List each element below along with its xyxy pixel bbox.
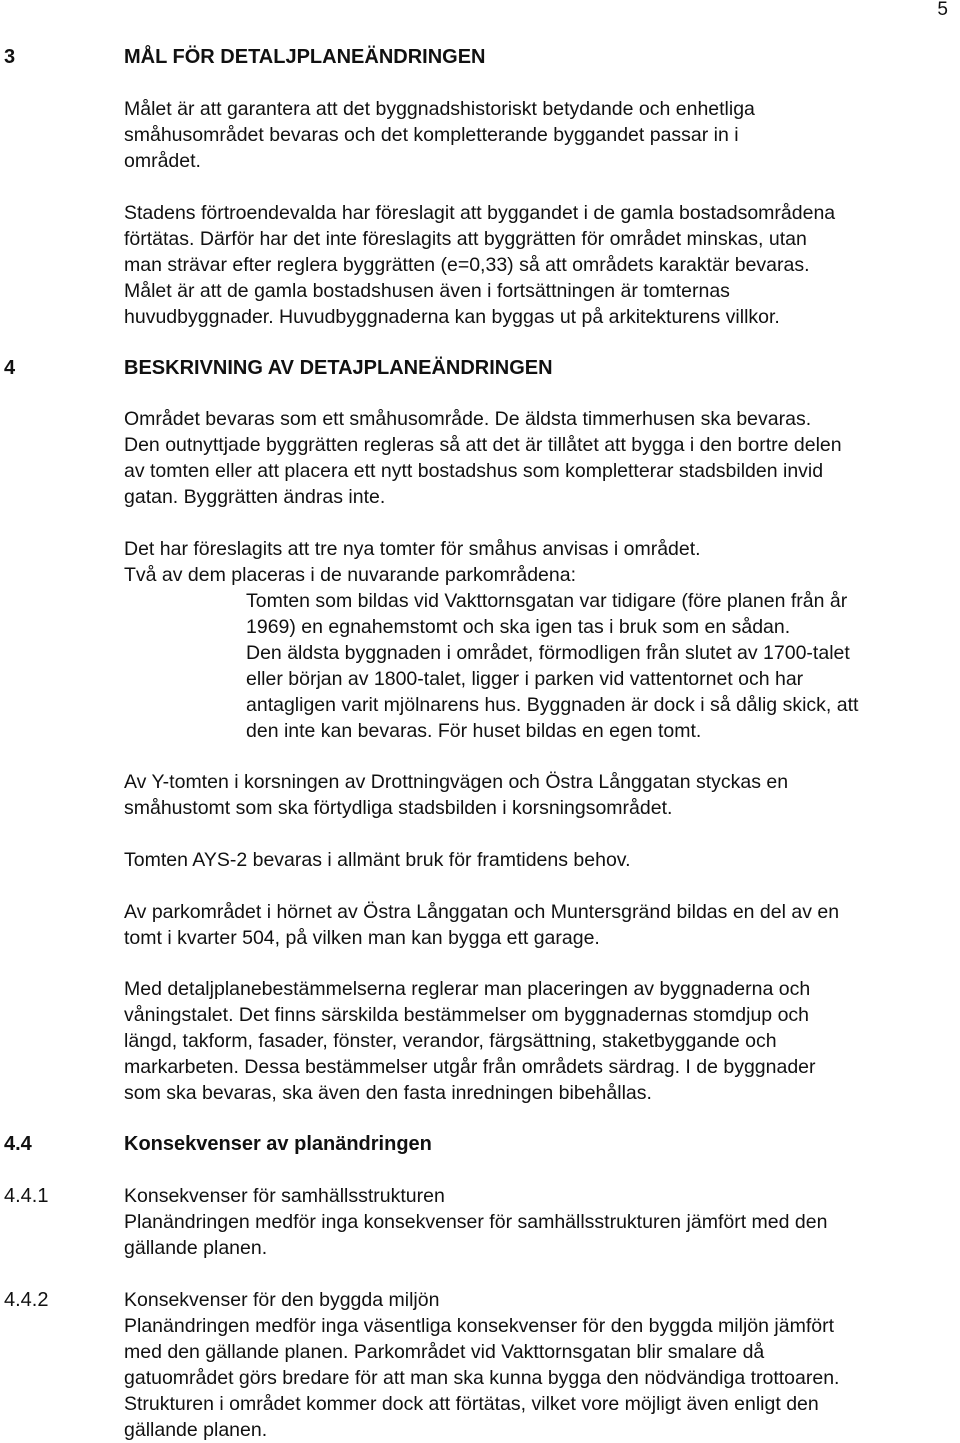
page-number: 5 (937, 0, 948, 20)
section-4-4-1-text: Konsekvenser för samhällsstrukturen Planändringen medför inga konsekvenser för samhällsstrukturen jämfört med den gällande planen. (124, 1185, 828, 1259)
section-4-paragraph-3: Av Y-tomten i korsningen av Drottningvägen och Östra Långgatan styckas en småhustomt som ska förtydliga stadsbilden i korsningsområdet. (124, 771, 789, 819)
section-4-4-1-number: 4.4.1 (4, 1185, 49, 1207)
section-4-paragraph-2: Det har föreslagits att tre nya tomter för småhus anvisas i området. Två av dem placeras i de nuvarande parkområdena: (124, 538, 701, 586)
section-4-number: 4 (4, 357, 16, 379)
section-4-paragraph-5: Av parkområdet i hörnet av Östra Långgatan och Muntersgränd bildas en del av en tomt i kvarter 504, på vilken man kan bygga ett garage. (124, 901, 840, 949)
section-3-paragraph-2: Stadens förtroendevalda har föreslagit att byggandet i de gamla bostadsområdena förtätas. Därför har det inte föreslagits att byggrätten för området minskas, utan man strävar efter reglera byggrätten (e=0,33) så att områdets karaktär bevaras. Målet är att de gamla bostadshusen även i fortsättningen är tomternas huvudbyggnader. Huvudbyggnaderna kan byggas ut på arkitekturens villkor. (124, 202, 836, 328)
section-4-indented-paragraph: Tomten som bildas vid Vakttornsgatan var tidigare (före planen från år 1969) en egnahemstomt och ska igen tas i bruk som en sådan. Den äldsta byggnaden i området, förmodligen från slutet av 1700-talet eller början av 1800-talet, ligger i parken vid vattentornet och har antagligen varit mjölnarens hus. Byggnaden är dock i så dålig skick, att den inte kan bevaras. För huset bildas en egen tomt. (246, 590, 859, 742)
section-4-4-2-text: Konsekvenser för den byggda miljön Planändringen medför inga väsentliga konsekvenser för den byggda miljön jämfört med den gällande planen. Parkområdet vid Vakttornsgatan blir smalare då gatuområdet görs bredare för att man ska kunna bygga den nödvändiga trottoaren. Strukturen i området kommer dock att förtätas, vilket vore möjligt även enligt den gällande planen. (124, 1289, 840, 1441)
section-4-paragraph-1: Området bevaras som ett småhusområde. De äldsta timmerhusen ska bevaras. Den outnyttjade byggrätten regleras så att det är tillåtet att bygga i den bortre delen av tomten eller att placera ett nytt bostadshus som kompletterar stadsbilden invid gatan. Byggrätten ändras inte. (124, 408, 842, 508)
section-3-number: 3 (4, 46, 16, 68)
section-3-paragraph-1: Målet är att garantera att det byggnadshistoriskt betydande och enhetliga småhusområdet bevaras och det kompletterande byggandet passar in i området. (124, 98, 755, 172)
section-4-paragraph-6: Med detaljplanebestämmelserna reglerar man placeringen av byggnaderna och våningstalet. Det finns särskilda bestämmelser om byggnadernas stomdjup och längd, takform, fasader, fönster, verandor, färgsättning, staketbyggande och markarbeten. Dessa bestämmelser utgår från områdets särdrag. I de byggnader som ska bevaras, ska även den fasta inredningen bibehållas. (124, 978, 816, 1104)
section-4-heading: BESKRIVNING AV DETAJPLANEÄNDRINGEN (124, 357, 553, 379)
section-4-4-heading: Konsekvenser av planändringen (124, 1133, 432, 1155)
section-3-heading: MÅL FÖR DETALJPLANEÄNDRINGEN (124, 46, 486, 68)
section-4-4-number: 4.4 (4, 1133, 32, 1155)
section-4-4-2-number: 4.4.2 (4, 1289, 49, 1311)
section-4-paragraph-4: Tomten AYS-2 bevaras i allmänt bruk för framtidens behov. (124, 849, 631, 871)
